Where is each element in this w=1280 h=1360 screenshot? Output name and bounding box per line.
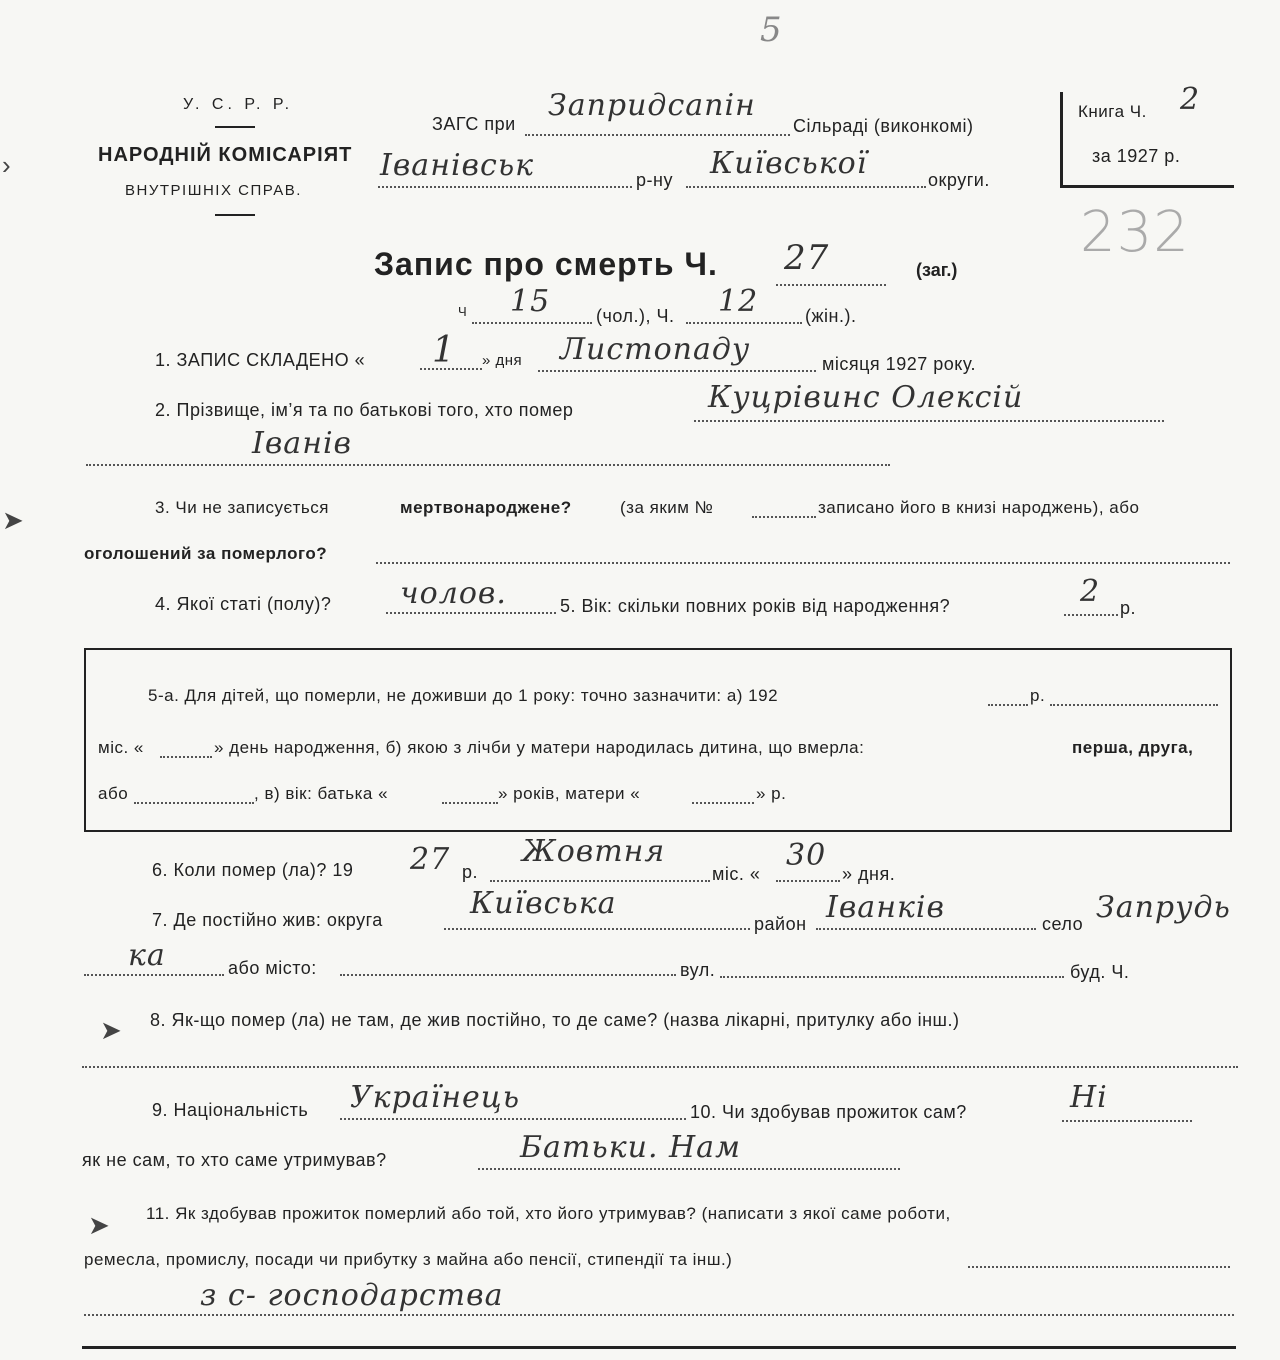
- item3-text-b: (за яким №: [620, 498, 714, 517]
- item11-line-a: [968, 1266, 1230, 1268]
- item3-text-c: записано його в книзі народжень), або: [818, 498, 1140, 517]
- header-divider-2: [215, 214, 255, 216]
- item8-line: [82, 1066, 1238, 1068]
- item3-number-line: [752, 516, 816, 518]
- item7-selo: Запрудь: [1096, 890, 1231, 925]
- item6-text-b: р.: [462, 862, 479, 882]
- item7-selo-line-2: [84, 974, 224, 976]
- book-label: Книга Ч.: [1078, 102, 1147, 121]
- district-label: р-ну: [636, 170, 673, 190]
- item1-day: 1: [432, 330, 456, 371]
- item7-text-e: вул.: [680, 960, 716, 980]
- punch-mark-3: ➤: [100, 1015, 122, 1045]
- item3-bold-b: оголошений за померлого?: [84, 544, 328, 563]
- record-title: Запис про смерть Ч.: [374, 246, 718, 282]
- item5-age-suffix: р.: [1120, 598, 1137, 618]
- book-box-bottom: [1060, 185, 1234, 188]
- record-suffix: (заг.): [916, 260, 958, 280]
- item7-raion: Іванків: [826, 890, 945, 925]
- item5a-line3-d: » р.: [756, 784, 787, 803]
- item6-day: 30: [786, 838, 827, 873]
- item6-day-line: [776, 880, 840, 882]
- item5a-year-line: [988, 704, 1028, 706]
- item1-text-a: 1. ЗАПИС СКЛАДЕНО «: [155, 350, 366, 370]
- item4-text: 4. Якої статі (полу)?: [155, 594, 332, 614]
- item10-self: Ні: [1070, 1080, 1108, 1115]
- item9-text: 9. Національність: [152, 1100, 309, 1120]
- male-number-line: [472, 322, 592, 324]
- ussr-label: У. С. Р. Р.: [183, 96, 294, 113]
- okrug-value: Київської: [710, 146, 868, 181]
- male-number: 15: [510, 284, 551, 319]
- item10-text-b: як не сам, то хто саме утримував?: [82, 1150, 387, 1170]
- ministry-title: НАРОДНІЙ КОМІСАРІЯТ: [98, 144, 353, 166]
- item11-line2: ремесла, промислу, посади чи прибутку з майна або пенсії, стипендії та інш.): [84, 1250, 733, 1269]
- item6-year: 27: [410, 842, 451, 877]
- book-box-left: [1060, 92, 1063, 188]
- item5a-line1: 5-а. Для дітей, що померли, не доживши до 1 року: точно зазначити: а) 192: [148, 686, 779, 705]
- item7-street-line: [720, 976, 1064, 978]
- item11-work: з с- господарства: [200, 1278, 504, 1313]
- item6-month-line: [490, 880, 710, 882]
- item3-line-2: [376, 562, 1230, 564]
- punch-mark-2: ➤: [2, 505, 24, 535]
- council-label: Сільраді (виконкомі): [793, 116, 974, 136]
- item5a-father-line: [442, 802, 498, 804]
- male-label: (чол.), Ч.: [596, 306, 675, 326]
- item5a-line3-a: або: [98, 784, 129, 803]
- item6-text-a: 6. Коли помер (ла)? 19: [152, 860, 354, 880]
- item11-line1: 11. Як здобував прожиток померлий або той, хто його утримував? (написати з якої саме роботи,: [146, 1204, 951, 1223]
- item8-text: 8. Як-що помер (ла) не там, де жив постійно, то де саме? (назва лікарні, притулку або інш.): [150, 1010, 960, 1030]
- female-number: 12: [718, 284, 759, 319]
- item1-month-line: [538, 370, 816, 372]
- item5-age-line: [1064, 614, 1118, 616]
- item10-text: 10. Чи здобував прожиток сам?: [690, 1102, 967, 1122]
- male-prefix: Ч: [458, 304, 468, 319]
- punch-mark-4: ➤: [88, 1210, 110, 1240]
- book-number: 2: [1180, 82, 1201, 117]
- ministry-subtitle: ВНУТРІШНІХ СПРАВ.: [125, 182, 302, 199]
- item2-line-1: [694, 420, 1164, 422]
- item7-text-f: буд. Ч.: [1070, 962, 1130, 982]
- female-number-line: [686, 322, 802, 324]
- item10-who-line: [478, 1168, 900, 1170]
- margin-number-top: 5: [760, 10, 783, 50]
- item1-text-b: » дня: [482, 352, 523, 369]
- item6-month: Жовтня: [522, 834, 666, 869]
- item5a-month-line: [160, 756, 212, 758]
- item7-text-a: 7. Де постійно жив: округа: [152, 910, 383, 930]
- item6-text-d: » дня.: [842, 864, 896, 884]
- item1-text-c: місяця 1927 року.: [822, 354, 977, 374]
- zags-village-line: [525, 134, 790, 136]
- item4-sex-line: [386, 612, 556, 614]
- item10-who: Батьки. Нам: [520, 1130, 741, 1165]
- item11-line-b: [84, 1314, 1234, 1316]
- zags-village-value: Запридсапін: [548, 88, 756, 123]
- item9-nat-line: [340, 1118, 686, 1120]
- item5-age: 2: [1080, 574, 1101, 609]
- item3-text-a: 3. Чи не записується: [155, 498, 329, 517]
- item5a-line2-b: » день народження, б) якою з лічби у матери народилась дитина, що вмерла:: [214, 738, 865, 757]
- margin-number-right: 232: [1080, 200, 1190, 265]
- item7-raion-line: [816, 928, 1036, 930]
- item10-self-line: [1062, 1120, 1192, 1122]
- item7-text-c: село: [1042, 914, 1084, 934]
- record-number: 27: [784, 238, 830, 278]
- item9-nat: Українець: [350, 1080, 521, 1115]
- item5a-line2-bold: перша, друга,: [1072, 738, 1194, 757]
- item7-selo-cont: ка: [128, 938, 166, 973]
- record-number-line: [776, 284, 886, 286]
- zags-label: ЗАГС при: [432, 114, 516, 134]
- item7-text-d: або місто:: [228, 958, 317, 978]
- item5a-line3-b: , в) вік: батька «: [254, 784, 389, 803]
- item7-city-line: [340, 974, 676, 976]
- item7-okrug: Київська: [470, 886, 617, 921]
- item5a-line3-c: » років, матери «: [498, 784, 641, 803]
- item7-text-b: район: [754, 914, 807, 934]
- bottom-rule: [82, 1346, 1236, 1349]
- item2-name-cont: Іванів: [252, 426, 353, 461]
- district-value: Іванівськ: [380, 148, 535, 183]
- item3-bold-a: мертвонароджене?: [400, 498, 572, 517]
- item2-name: Куцрівинс Олексій: [708, 380, 1024, 415]
- item2-text: 2. Прізвище, ім’я та по батькові того, хто помер: [155, 400, 574, 420]
- district-line: [378, 186, 632, 188]
- item4-sex: чолов.: [400, 576, 507, 611]
- item5a-mother-line: [692, 802, 754, 804]
- item5a-line1-end: р.: [1030, 686, 1046, 705]
- item7-okrug-line: [444, 928, 750, 930]
- okrug-line: [686, 186, 926, 188]
- punch-mark-1: ›: [2, 150, 11, 180]
- book-year: за 1927 р.: [1092, 146, 1181, 166]
- item2-line-2: [86, 464, 890, 466]
- female-label: (жін.).: [805, 306, 857, 326]
- item1-month: Листопаду: [560, 332, 751, 367]
- item5a-order-line: [134, 802, 254, 804]
- header-divider-1: [215, 126, 255, 128]
- item5a-line1-fill: [1050, 704, 1218, 706]
- okrug-label: округи.: [928, 170, 990, 190]
- item5a-line2-a: міс. «: [98, 738, 144, 757]
- item5-text: 5. Вік: скільки повних років від народження?: [560, 596, 951, 616]
- item6-text-c: міс. «: [712, 864, 761, 884]
